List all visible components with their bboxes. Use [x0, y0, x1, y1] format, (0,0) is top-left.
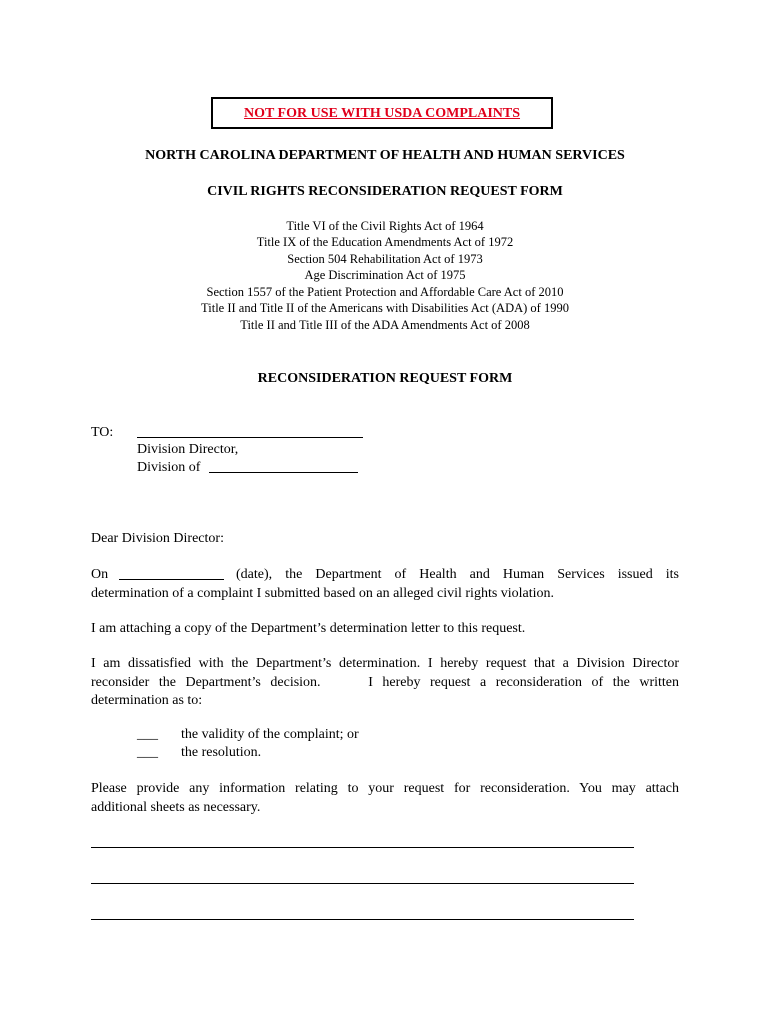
division-name-field[interactable] [209, 472, 358, 473]
form-title: CIVIL RIGHTS RECONSIDERATION REQUEST FORM [207, 184, 563, 199]
option-label-resolution: the resolution. [181, 745, 262, 760]
act-line: Title VI of the Civil Rights Act of 1964 [286, 219, 484, 233]
division-director-label: Division Director, [137, 442, 239, 457]
para3-line2: reconsider the Department’s decision. I hereby request a reconsideration of the written [91, 675, 679, 690]
para1-line2: determination of a complaint I submitted based on an alleged civil rights violation. [91, 586, 555, 601]
option-checkbox-validity[interactable]: ___ [137, 727, 158, 742]
response-line-1[interactable] [91, 847, 634, 848]
notice-box [211, 97, 553, 129]
date-field[interactable] [119, 579, 224, 580]
act-line: Section 504 Rehabilitation Act of 1973 [287, 252, 483, 266]
department-heading: NORTH CAROLINA DEPARTMENT OF HEALTH AND HUMAN SERVICES [145, 148, 625, 163]
section-heading: RECONSIDERATION REQUEST FORM [257, 371, 513, 386]
act-line: Title IX of the Education Amendments Act of 1972 [256, 235, 514, 249]
para4-line1: Please provide any information relating to your request for reconsideration. You may attach [91, 781, 679, 796]
option-label-validity: the validity of the complaint; or [181, 727, 359, 742]
act-line: Section 1557 of the Patient Protection and Affordable Care Act of 2010 [206, 285, 564, 299]
para1-line1-text: (date), the Department of Health and Human Services issued its [236, 567, 679, 582]
salutation: Dear Division Director: [91, 531, 224, 546]
to-label: TO: [91, 425, 114, 440]
response-line-3[interactable] [91, 919, 634, 920]
act-line: Title II and Title III of the ADA Amendments Act of 2008 [240, 318, 530, 332]
para1-line1-rest [236, 567, 679, 583]
para3-line1: I am dissatisfied with the Department’s determination. I hereby request that a Division Director [91, 656, 679, 671]
response-line-2[interactable] [91, 883, 634, 884]
para3-line3: determination as to: [91, 693, 203, 708]
para2: I am attaching a copy of the Department’s determination letter to this request. [91, 621, 526, 636]
act-line: Age Discrimination Act of 1975 [304, 268, 466, 282]
division-of-label: Division of [137, 460, 201, 475]
para1-on: On [91, 567, 109, 582]
recipient-name-field[interactable] [137, 437, 363, 438]
notice-text: NOT FOR USE WITH USDA COMPLAINTS [243, 106, 521, 121]
para4-line2: additional sheets as necessary. [91, 800, 261, 815]
option-checkbox-resolution[interactable]: ___ [137, 745, 158, 760]
act-line: Title II and Title II of the Americans with Disabilities Act (ADA) of 1990 [201, 301, 569, 315]
